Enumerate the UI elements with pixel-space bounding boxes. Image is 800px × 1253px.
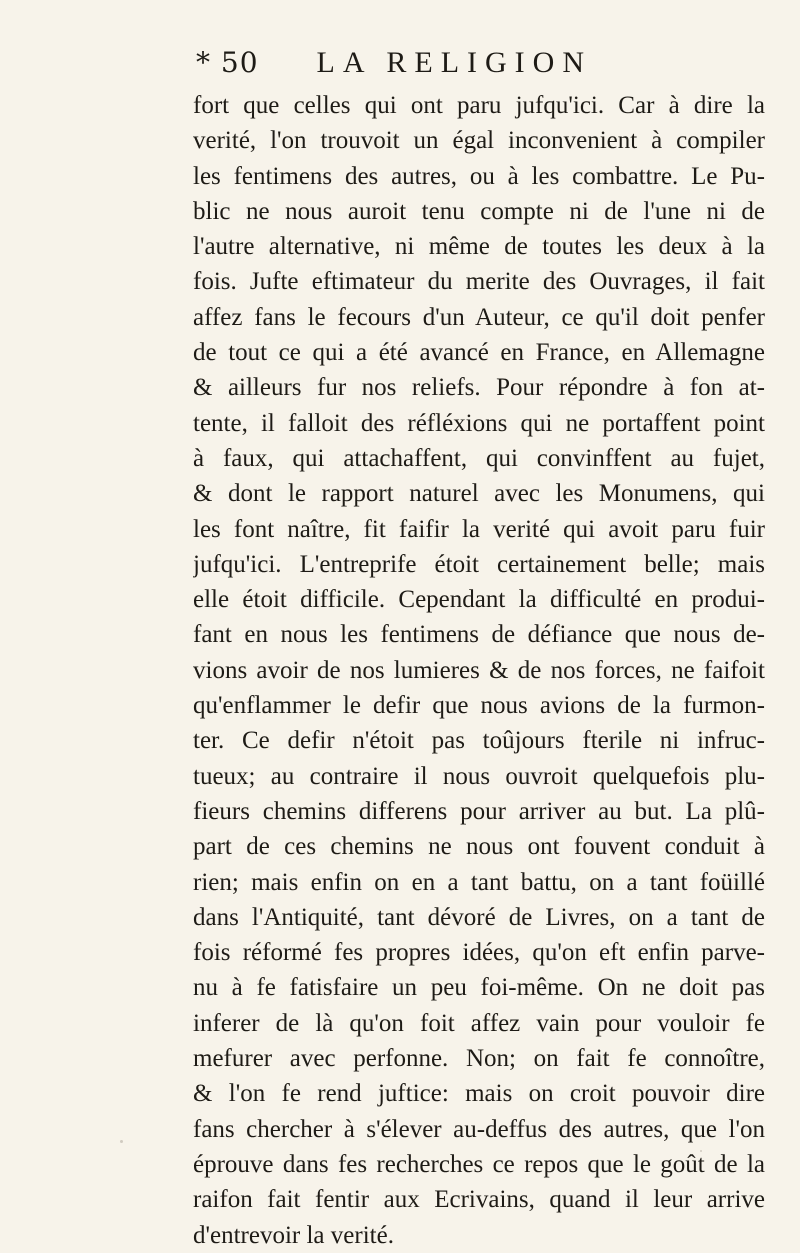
text-line: part de ces chemins ne nous ont fouvent conduit à	[193, 833, 765, 861]
text-line: tente, il falloit des réfléxions qui ne portaffent point	[193, 409, 765, 437]
text-line: & dont le rapport naturel avec les Monumens, qui	[193, 480, 765, 508]
text-line: raifon fait fentir aux Ecrivains, quand il leur arrive	[193, 1186, 765, 1214]
text-line: dans l'Antiquité, tant dévoré de Livres, on a tant de	[193, 903, 765, 931]
paper-speck	[120, 1140, 123, 1143]
text-line: mefurer avec perfonne. Non; on fait fe connoître,	[193, 1045, 765, 1073]
text-line: & ailleurs fur nos reliefs. Pour répondre à fon at-	[193, 374, 765, 402]
text-line: fort que celles qui ont paru jufqu'ici. Car à dire la	[193, 92, 765, 119]
text-line: fieurs chemins differens pour arriver au but. La plû-	[193, 797, 765, 825]
text-line: & l'on fe rend juftice: mais on croit pouvoir dire	[193, 1080, 765, 1108]
text-line: elle étoit difficile. Cependant la difficulté en produi-	[193, 586, 765, 614]
text-line: l'autre alternative, ni même de toutes les deux à la	[193, 233, 765, 261]
text-line: tueux; au contraire il nous ouvroit quelquefois plu-	[193, 762, 765, 790]
text-line: éprouve dans fes recherches ce repos que le goût de la	[193, 1150, 765, 1178]
text-line: qu'enflammer le defir que nous avions de la furmon-	[193, 692, 765, 720]
body-text	[193, 88, 773, 1253]
text-line: les font naître, fit faifir la verité qui avoit paru fuir	[193, 515, 765, 543]
running-head: LA RELIGION	[316, 46, 593, 79]
text-line: fois réformé fes propres idées, qu'on eft enfin parve-	[193, 939, 765, 967]
text-line: jufqu'ici. L'entreprife étoit certainement belle; mais	[193, 550, 765, 578]
text-line: de tout ce qui a été avancé en France, en Allemagne	[193, 339, 765, 367]
text-line: nu à fe fatisfaire un peu foi-même. On ne doit pas	[193, 974, 765, 1002]
text-line: ter. Ce defir n'étoit pas toûjours fterile ni infruc-	[193, 727, 765, 755]
text-line: à faux, qui attachaffent, qui convinffent au fujet,	[193, 444, 765, 472]
paper-speck	[700, 1150, 702, 1152]
text-line: inferer de là qu'on foit affez vain pour vouloir fe	[193, 1009, 765, 1037]
text-line: affez fans le fecours d'un Auteur, ce qu'il doit penfer	[193, 303, 765, 331]
text-line-last: d'entrevoir la verité.	[193, 1221, 394, 1249]
text-line: fans chercher à s'élever au-deffus des autres, que l'on	[193, 1115, 765, 1143]
text-line: les fentimens des autres, ou à les combattre. Le Pu-	[193, 162, 765, 190]
text-line: blic ne nous auroit tenu compte ni de l'une ni de	[193, 197, 765, 225]
text-line: vions avoir de nos lumieres & de nos forces, ne faifoit	[193, 656, 765, 684]
page-number: * 50	[196, 46, 259, 79]
text-line: fant en nous les fentimens de défiance que nous de-	[193, 621, 765, 649]
text-line: rien; mais enfin on en a tant battu, on a tant foüillé	[193, 868, 765, 896]
page-header	[196, 46, 716, 86]
text-line: verité, l'on trouvoit un égal inconvenient à compiler	[193, 127, 765, 155]
text-line: fois. Jufte eftimateur du merite des Ouvrages, il fait	[193, 268, 765, 296]
